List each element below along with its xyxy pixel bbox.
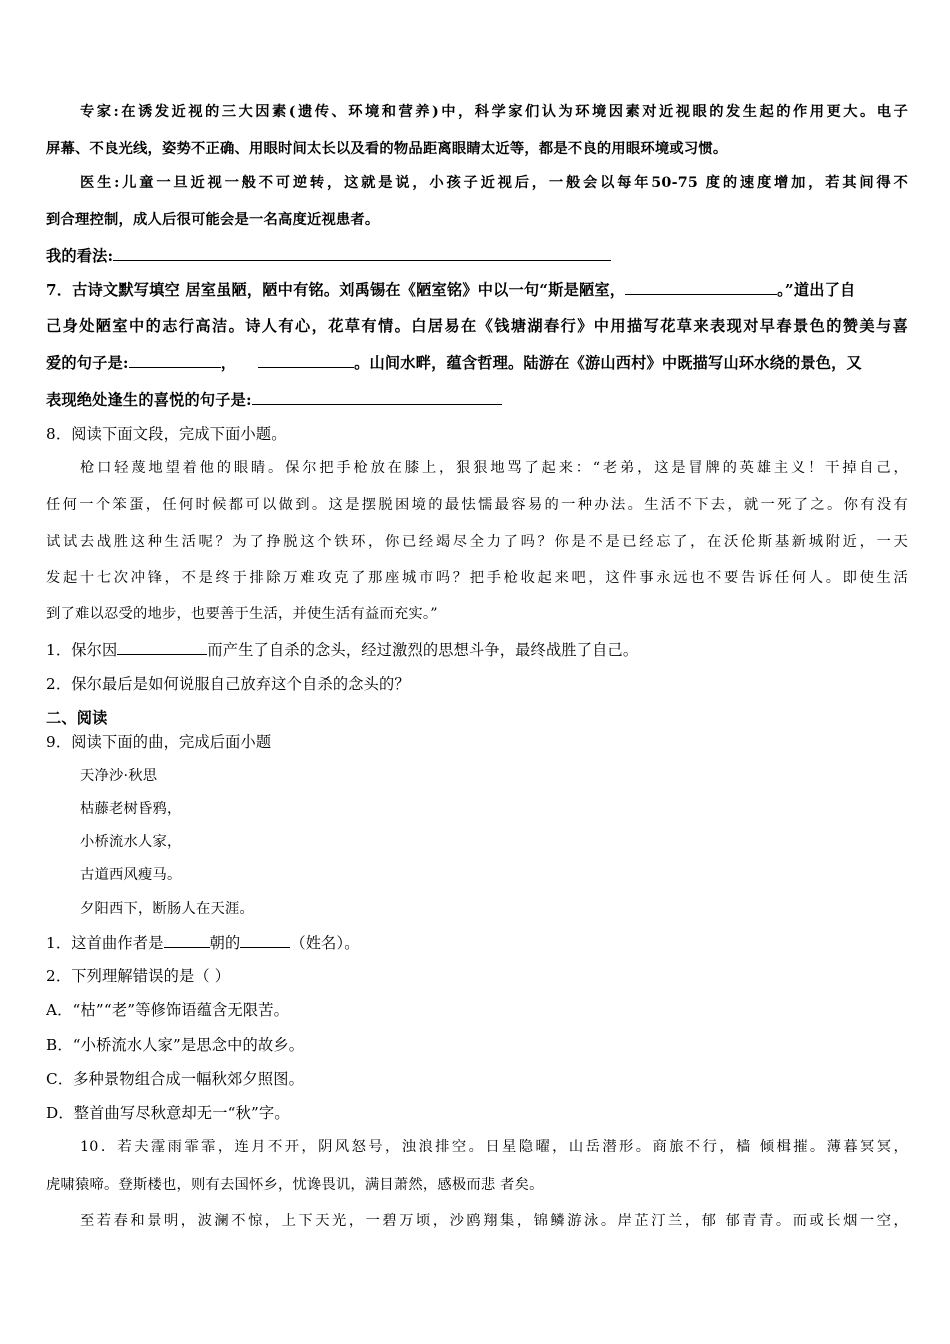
option-d[interactable]: D．整首曲写尽秋意却无一“秋”字。 <box>46 1104 290 1122</box>
expert-paragraph-line-2: 屏幕、不良光线，姿势不正确、用眼时间太长以及看的物品距离眼睛太近等，都是不良的用眼环境或习惯。 <box>46 141 728 157</box>
q8-sub-2: 2．保尔最后是如何说服自己放弃这个自杀的念头的？ <box>46 675 410 693</box>
q9-sub-1-text-c: （姓名）。 <box>290 934 360 952</box>
q8-heading: 8．阅读下面文段，完成下面小题。 <box>46 425 287 443</box>
q7-blank-3[interactable] <box>258 351 354 368</box>
q9-sub-2: 2．下列理解错误的是（ ） <box>46 967 231 985</box>
opinion-label: 我的看法: <box>46 247 114 265</box>
q8-sub-1-text-a: 1．保尔因 <box>46 641 118 659</box>
poem-line-1: 枯藤老树昏鸦， <box>80 801 182 817</box>
opinion-answer-blank[interactable] <box>113 244 611 261</box>
q9-heading: 9．阅读下面的曲，完成后面小题 <box>46 733 272 751</box>
q7-line-1 <box>46 278 908 301</box>
q7-blank-4[interactable] <box>252 388 502 405</box>
q8-passage-line-4: 发起十七次冲锋，不是终于排除万难攻克了那座城市吗？把手枪收起来吧，这件事永远也不要告诉任何人。即使生活 <box>46 570 908 586</box>
poem-title: 天净沙·秋思 <box>80 768 158 784</box>
q10-passage-line-3: 至若春和景明，波澜不惊，上下天光，一碧万顷，沙鸥翔集，锦鳞游泳。岸芷汀兰，郁 郁青青。而或长烟一空， <box>80 1213 908 1229</box>
option-c[interactable]: C．多种景物组合成一幅秋郊夕照图。 <box>46 1070 305 1088</box>
opinion-line <box>46 244 908 267</box>
q7-text-1a: 7．古诗文默写填空 居室虽陋，陋中有铭。刘禹锡在《陋室铭》中以一句“斯是陋室， <box>46 281 626 299</box>
q9-sub-1-blank-1[interactable] <box>164 931 210 948</box>
q7-text-3b: ， <box>220 354 237 372</box>
poem-line-3: 古道西风瘦马。 <box>80 867 182 883</box>
doctor-paragraph-line-2: 到合理控制，成人后很可能会是一名高度近视患者。 <box>46 212 380 228</box>
q7-line-2: 己身处陋室中的志行高洁。诗人有心，花草有情。白居易在《钱塘湖春行》中用描写花草来表现对早春景色的赞美与喜 <box>46 317 908 335</box>
q8-sub-1-blank[interactable] <box>117 638 207 655</box>
expert-paragraph-line-1: 专家:在诱发近视的三大因素(遗传、环境和营养)中，科学家们认为环境因素对近视眼的发生起的作用更大。电子 <box>80 104 908 120</box>
option-b[interactable]: B．“小桥流水人家”是思念中的故乡。 <box>46 1036 305 1054</box>
q7-blank-1[interactable] <box>625 278 777 295</box>
q9-sub-1-text-b: 朝的 <box>209 934 241 952</box>
q7-text-4: 表现绝处逢生的喜悦的句子是: <box>46 391 252 409</box>
q8-sub-1 <box>46 638 908 661</box>
poem-line-4: 夕阳西下，断肠人在天涯。 <box>80 901 254 917</box>
q10-passage-line-1: 10．若夫霪雨霏霏，连月不开，阴风怒号，浊浪排空。日星隐曜，山岳潜形。商旅不行，樯 倾楫摧。薄暮冥冥， <box>80 1139 908 1155</box>
q8-passage-line-3: 试试去战胜这种生活呢？为了挣脱这个铁环，你已经竭尽全力了吗？你是不是已经忘了，在沃伦斯基新城附近，一天 <box>46 534 908 550</box>
q8-passage-line-1: 枪口轻蔑地望着他的眼睛。保尔把手枪放在膝上，狠狠地骂了起来：“老弟，这是冒牌的英雄主义！干掉自己， <box>80 460 908 476</box>
q8-passage-line-2: 任何一个笨蛋，任何时候都可以做到。这是摆脱困境的最怯懦最容易的一种办法。生活不下去，就一死了之。你有没有 <box>46 497 908 513</box>
q7-text-3a: 爱的句子是: <box>46 354 129 372</box>
q8-passage-line-5: 到了难以忍受的地步，也要善于生活，并使生活有益而充实。” <box>46 606 438 622</box>
q7-text-1b: 。”道出了自 <box>777 281 856 299</box>
poem-line-2: 小桥流水人家， <box>80 834 182 850</box>
q7-text-3c: 。山间水畔，蕴含哲理。陆游在《游山西村》中既描写山环水绕的景色，又 <box>354 354 862 372</box>
section-heading-reading: 二、阅读 <box>46 709 108 727</box>
q10-passage-line-2: 虎啸猿啼。登斯楼也，则有去国怀乡，忧谗畏讥，满目萧然，感极而悲 者矣。 <box>46 1177 544 1193</box>
q7-line-3 <box>46 351 908 374</box>
q9-sub-1 <box>46 931 908 954</box>
q7-line-4 <box>46 388 908 411</box>
doctor-paragraph-line-1: 医生:儿童一旦近视一般不可逆转，这就是说，小孩子近视后，一般会以每年50-75 度的速度增加，若其间得不 <box>80 175 908 191</box>
q7-blank-2[interactable] <box>129 351 221 368</box>
q8-sub-1-text-b: 而产生了自杀的念头，经过激烈的思想斗争，最终战胜了自己。 <box>207 641 639 659</box>
q9-sub-1-text-a: 1．这首曲作者是 <box>46 934 164 952</box>
option-a[interactable]: A．“枯”“老”等修饰语蕴含无限苦。 <box>46 1001 290 1019</box>
q9-sub-1-blank-2[interactable] <box>240 931 290 948</box>
